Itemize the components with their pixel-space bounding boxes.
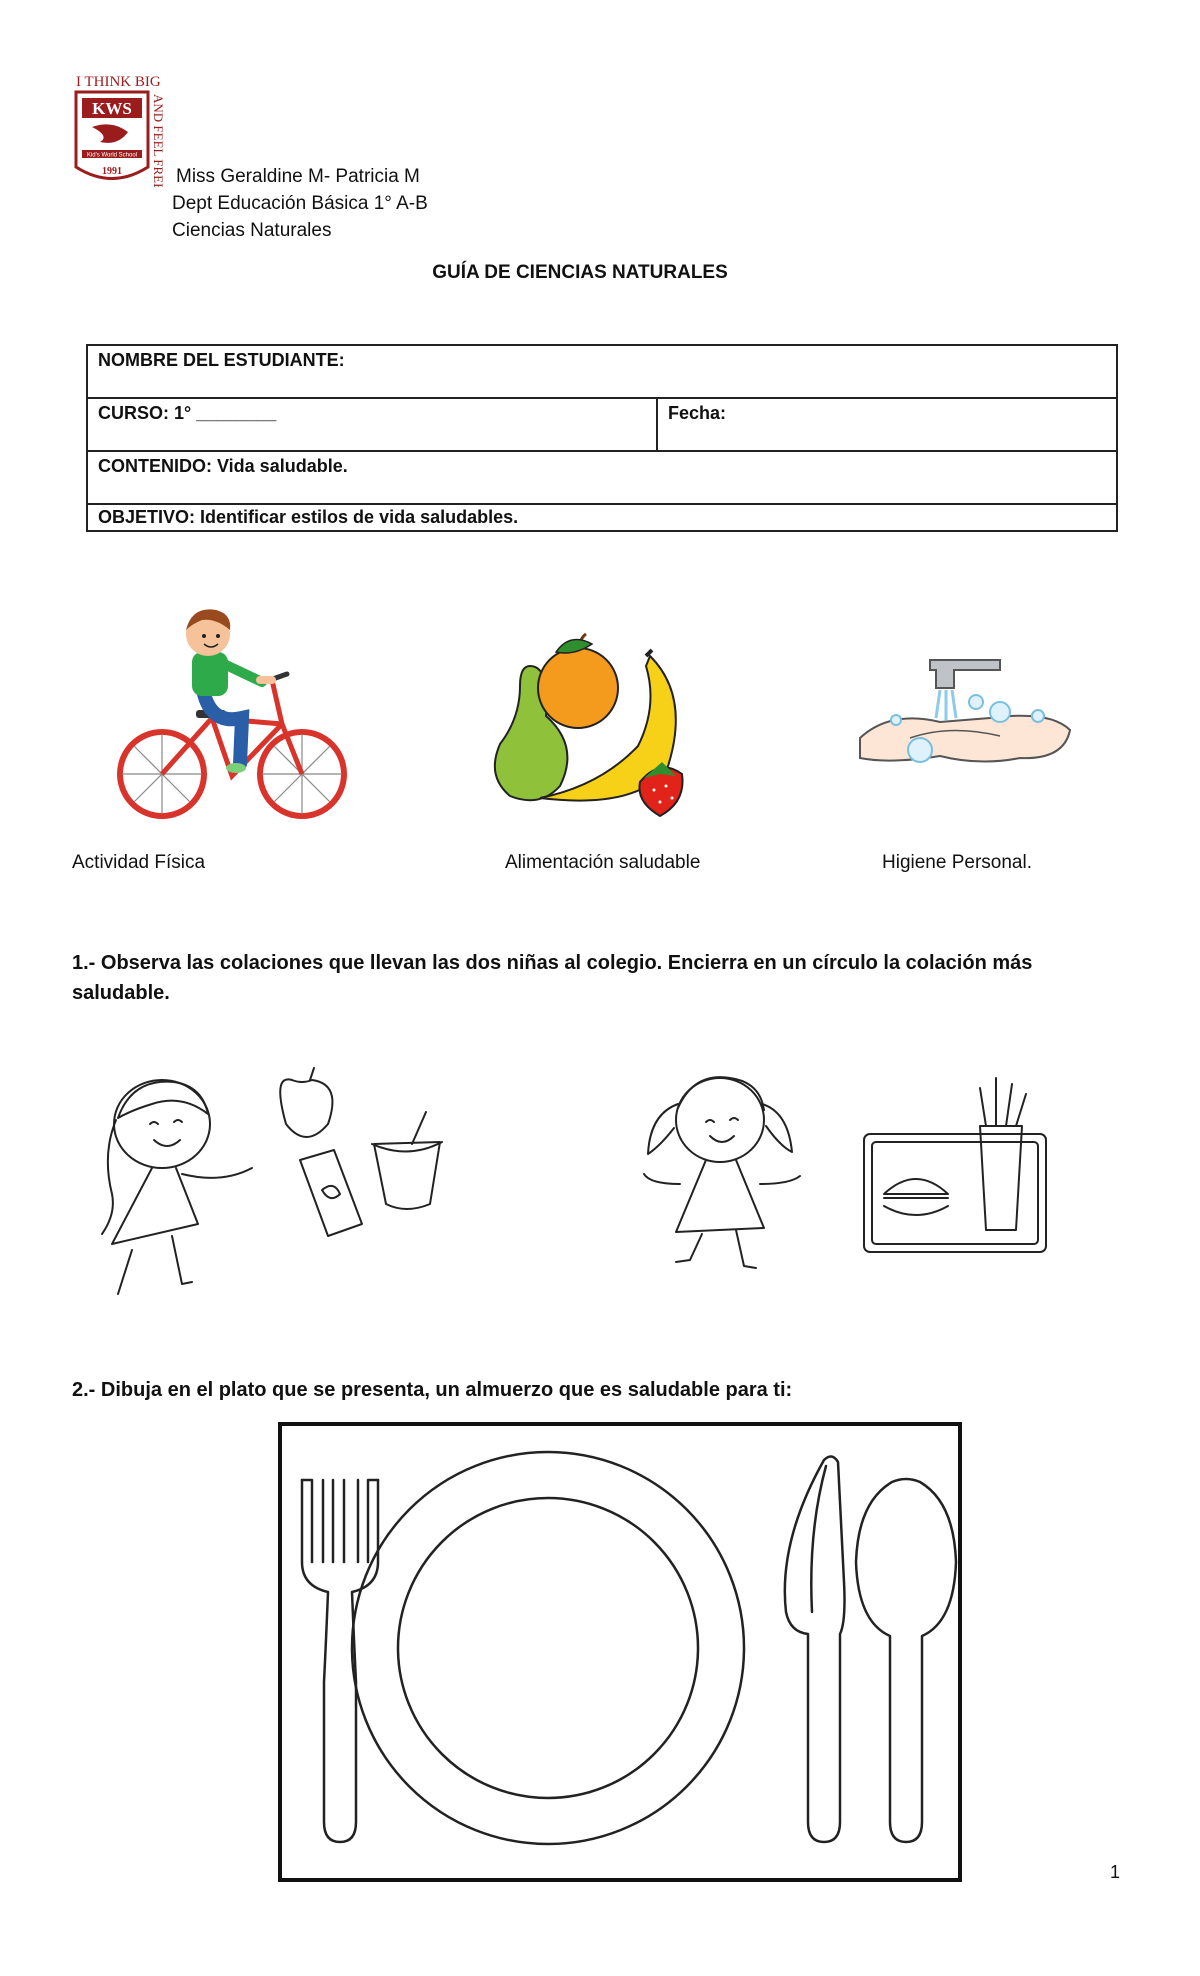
place-setting-drawing-area[interactable] bbox=[278, 1422, 962, 1889]
objective-cell: OBJETIVO: Identificar estilos de vida saludables. bbox=[87, 504, 1117, 531]
logo-motto-side: AND FEEL FREE bbox=[151, 94, 166, 187]
content-cell: CONTENIDO: Vida saludable. bbox=[87, 451, 1117, 504]
handwashing-illustration bbox=[850, 640, 1080, 815]
fruits-illustration bbox=[490, 626, 710, 831]
caption-physical-activity: Actividad Física bbox=[72, 852, 206, 873]
school-logo bbox=[70, 72, 170, 192]
header-department: Dept Educación Básica 1° A-B bbox=[172, 193, 428, 214]
logo-motto-top: I THINK BIG bbox=[76, 74, 161, 90]
header-teachers: Miss Geraldine M- Patricia M bbox=[176, 166, 420, 187]
logo-banner: Kid's World School bbox=[86, 152, 138, 159]
page-title: GUÍA DE CIENCIAS NATURALES bbox=[432, 262, 728, 283]
bicycle-boy-illustration bbox=[112, 606, 348, 831]
logo-abbr: KWS bbox=[92, 99, 132, 118]
logo-year: 1991 bbox=[102, 166, 122, 177]
question-1: 1.- Observa las colaciones que llevan las dos niñas al colegio. Encierra en un círculo la colación más saludable. bbox=[72, 952, 1033, 1004]
caption-personal-hygiene: Higiene Personal. bbox=[882, 852, 1032, 873]
caption-healthy-eating: Alimentación saludable bbox=[505, 852, 701, 873]
student-info-table bbox=[86, 344, 1118, 532]
student-name-field[interactable]: NOMBRE DEL ESTUDIANTE: bbox=[87, 345, 1117, 398]
course-field[interactable]: CURSO: 1° ________ bbox=[87, 398, 657, 451]
girl-healthy-snack-illustration[interactable] bbox=[72, 1064, 472, 1309]
question-2: 2.- Dibuja en el plato que se presenta, un almuerzo que es saludable para ti: bbox=[72, 1379, 793, 1401]
page-number: 1 bbox=[1110, 1862, 1121, 1882]
date-field[interactable]: Fecha: bbox=[657, 398, 1117, 451]
girl-junk-snack-illustration[interactable] bbox=[640, 1064, 1060, 1309]
header-subject: Ciencias Naturales bbox=[172, 220, 332, 241]
